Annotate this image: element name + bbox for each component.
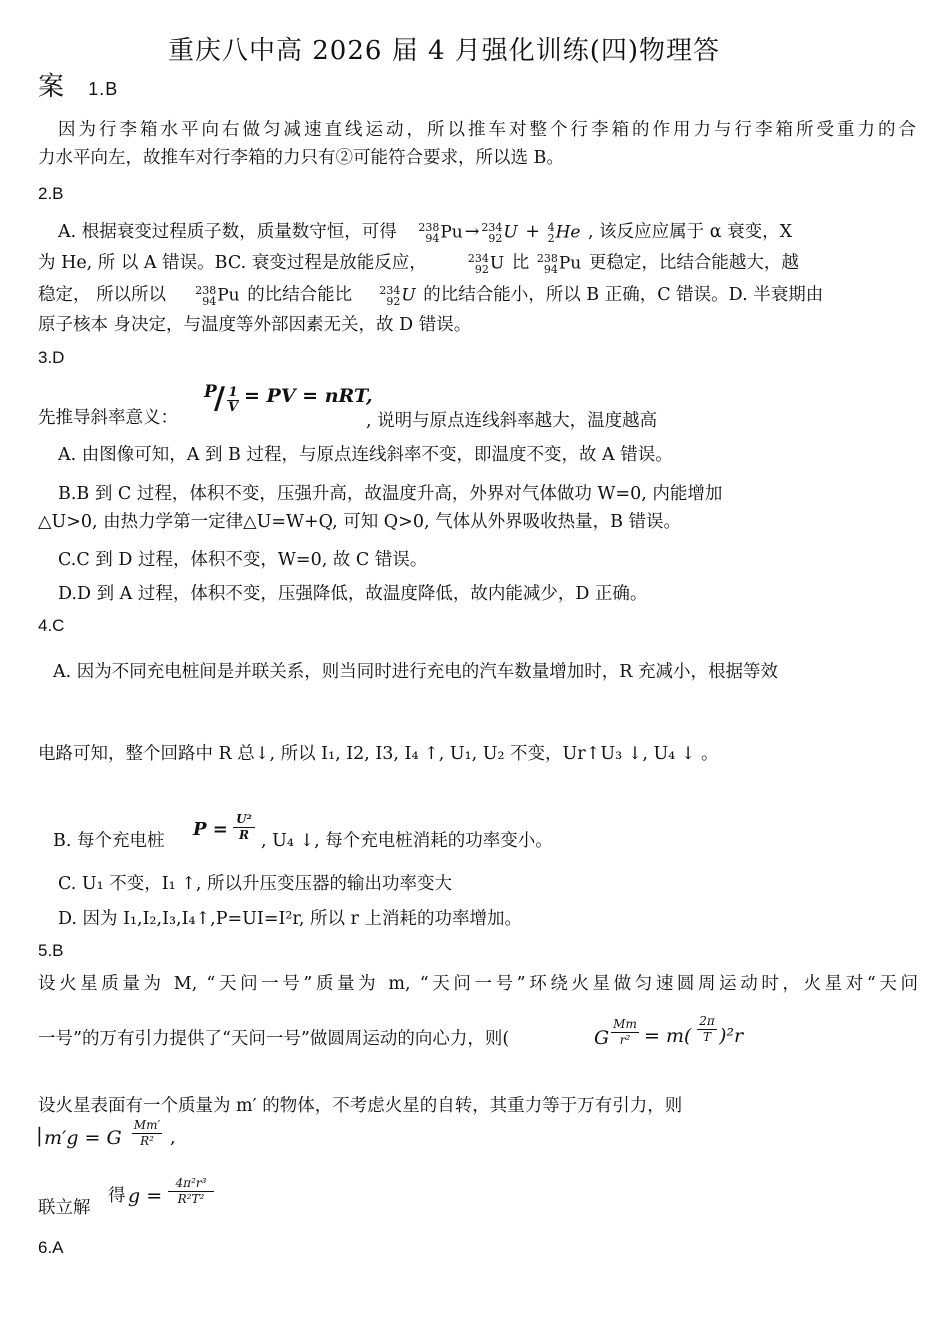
q3-answer: 3.D bbox=[38, 348, 65, 367]
formula-power: P = bbox=[193, 819, 228, 840]
eq1-fraction: Mm r² bbox=[611, 1017, 639, 1048]
q5-line3: 设火星表面有一个质量为 m′ 的物体，不考虑火星的自转，其重力等于万有引力，则 bbox=[38, 1096, 683, 1116]
title-continuation-text: 案 bbox=[38, 72, 66, 102]
q4-option-a-line2: 电路可知，整个回路中 R 总↓, 所以 I₁, I2, I3, I₄ ↑, U₁, U₂ 不变，Ur↑U₃ ↓, U₄ ↓ 。 bbox=[38, 744, 719, 764]
page-title: 重庆八中高 2026 届 4 月强化训练(四)物理答 bbox=[168, 36, 721, 66]
nuclide-u-234: 234 92 U bbox=[481, 220, 518, 245]
nuclide-pu-238-c: 238 94 Pu bbox=[195, 283, 240, 308]
formula-slash: / bbox=[214, 381, 225, 416]
q2-compare-word: 比 bbox=[511, 253, 530, 273]
q2-line3-tail: 的比结合能小，所以 B 正确，C 错误。D. 半衰期由 bbox=[423, 285, 824, 305]
q3-option-a: A. 由图像可知，A 到 B 过程，与原点连线斜率不变，即温度不变，故 A 错误。 bbox=[58, 445, 673, 465]
q2-line1-text: A. 根据衰变过程质子数，质量数守恒，可得 bbox=[58, 222, 397, 242]
q4-option-c: C. U₁ 不变，I₁ ↑, 所以升压变压器的输出功率变大 bbox=[58, 874, 452, 894]
formula-pv-nrt: = PV = nRT, bbox=[244, 385, 373, 407]
q5-line1: 设火星质量为 M, “天问一号”质量为 m, “天问一号”环绕火星做匀速圆周运动时，火星对“天问 bbox=[38, 974, 918, 994]
q1-answer: 1.B bbox=[88, 79, 119, 99]
q2-line2 bbox=[38, 251, 799, 276]
q2-line2-tail: 更稳定，比结合能越大，越 bbox=[588, 253, 799, 273]
nuclide-pu-238-b: 238 94 Pu bbox=[536, 251, 582, 276]
q3-pre-text: 先推导斜率意义： bbox=[38, 408, 178, 428]
eq2-left: m′g = G bbox=[44, 1127, 122, 1149]
q2-line3 bbox=[38, 283, 823, 308]
q2-line3-text: 稳定， 所以所以 bbox=[38, 285, 167, 305]
nuclide-he-4: 4 2 He bbox=[547, 220, 581, 245]
q4-answer: 4.C bbox=[38, 616, 65, 635]
eq2-fraction: Mm′ R² bbox=[133, 1118, 161, 1148]
q2-line1-tail: , 该反应应属于 α 衰变，X bbox=[588, 222, 793, 242]
eq3-left: g = bbox=[128, 1185, 163, 1207]
eq2-end: , bbox=[170, 1128, 176, 1148]
q4-b-pre: B. 每个充电桩 bbox=[53, 831, 165, 851]
power-fraction: U² R bbox=[233, 812, 255, 843]
q3-option-b-line1: B.B 到 C 过程，体积不变，压强升高，故温度升高，外界对气体做功 W=0, 内能增加 bbox=[58, 484, 723, 504]
q5-answer: 5.B bbox=[38, 941, 64, 960]
formula-p: P bbox=[204, 382, 217, 402]
q5-line2-text: 一号”的万有引力提供了“天问一号”做圆周运动的向心力，则( bbox=[38, 1029, 510, 1049]
q4-option-d: D. 因为 I₁,I₂,I₃,I₄↑,P=UI=I²r, 所以 r 上消耗的功率增加。 bbox=[58, 909, 522, 929]
eq2-bar: | bbox=[36, 1123, 43, 1147]
q2-line3-mid: 的比结合能比 bbox=[247, 285, 353, 305]
q2-line1 bbox=[58, 220, 792, 245]
q3-option-b-line2: △U>0, 由热力学第一定律△U=W+Q, 可知 Q>0, 气体从外界吸收热量，B 错误。 bbox=[38, 512, 682, 532]
q3-option-d: D.D 到 A 过程，体积不变，压强降低，故温度降低，故内能减少，D 正确。 bbox=[58, 584, 648, 604]
q4-b-post: , U₄ ↓, 每个充电桩消耗的功率变小。 bbox=[261, 831, 553, 851]
q1-explanation-line2: 力水平向左，故推车对行李箱的力只有②可能符合要求，所以选 B。 bbox=[38, 148, 564, 168]
arrow: → bbox=[464, 222, 480, 242]
q2-line2-text: 为 He, 所 以 A 错误。BC. 衰变过程是放能反应， bbox=[38, 253, 427, 273]
q1-explanation-line1: 因为行李箱水平向右做匀减速直线运动，所以推车对整个行李箱的作用力与行李箱所受重力的合 bbox=[58, 120, 916, 140]
q4-option-a: A. 因为不同充电桩间是并联关系，则当同时进行充电的汽车数量增加时，R 充减小，根据等效 bbox=[53, 662, 778, 682]
eq1-fraction2: 2π T bbox=[697, 1014, 717, 1045]
decay-equation bbox=[416, 220, 588, 245]
eq3-pre: 得 bbox=[108, 1186, 126, 1206]
q2-answer: 2.B bbox=[38, 184, 64, 203]
q3-option-c: C.C 到 D 过程，体积不变，W=0, 故 C 错误。 bbox=[58, 550, 428, 570]
eq1-g: G bbox=[594, 1027, 610, 1049]
eq1-end: )²r bbox=[719, 1025, 744, 1047]
plus: + bbox=[525, 222, 540, 242]
q3-post-text: , 说明与原点连线斜率越大，温度越高 bbox=[366, 411, 658, 431]
eq1-mid: = m( bbox=[644, 1025, 692, 1047]
nuclide-pu-238: 238 94 Pu bbox=[418, 220, 463, 245]
nuclide-u-234-c: 234 92 U bbox=[379, 283, 416, 308]
nuclide-u-234-b: 234 92 U bbox=[467, 251, 505, 276]
eq3-fraction: 4π²r³ R²T² bbox=[168, 1176, 214, 1207]
q6-answer: 6.A bbox=[38, 1238, 64, 1257]
q2-line4: 原子核本 身决定，与温度等外部因素无关，故 D 错误。 bbox=[38, 315, 472, 335]
page-title-continuation bbox=[38, 70, 118, 106]
q5-line4-text: 联立解 bbox=[38, 1198, 91, 1218]
formula-fraction: 1 V bbox=[227, 385, 239, 415]
